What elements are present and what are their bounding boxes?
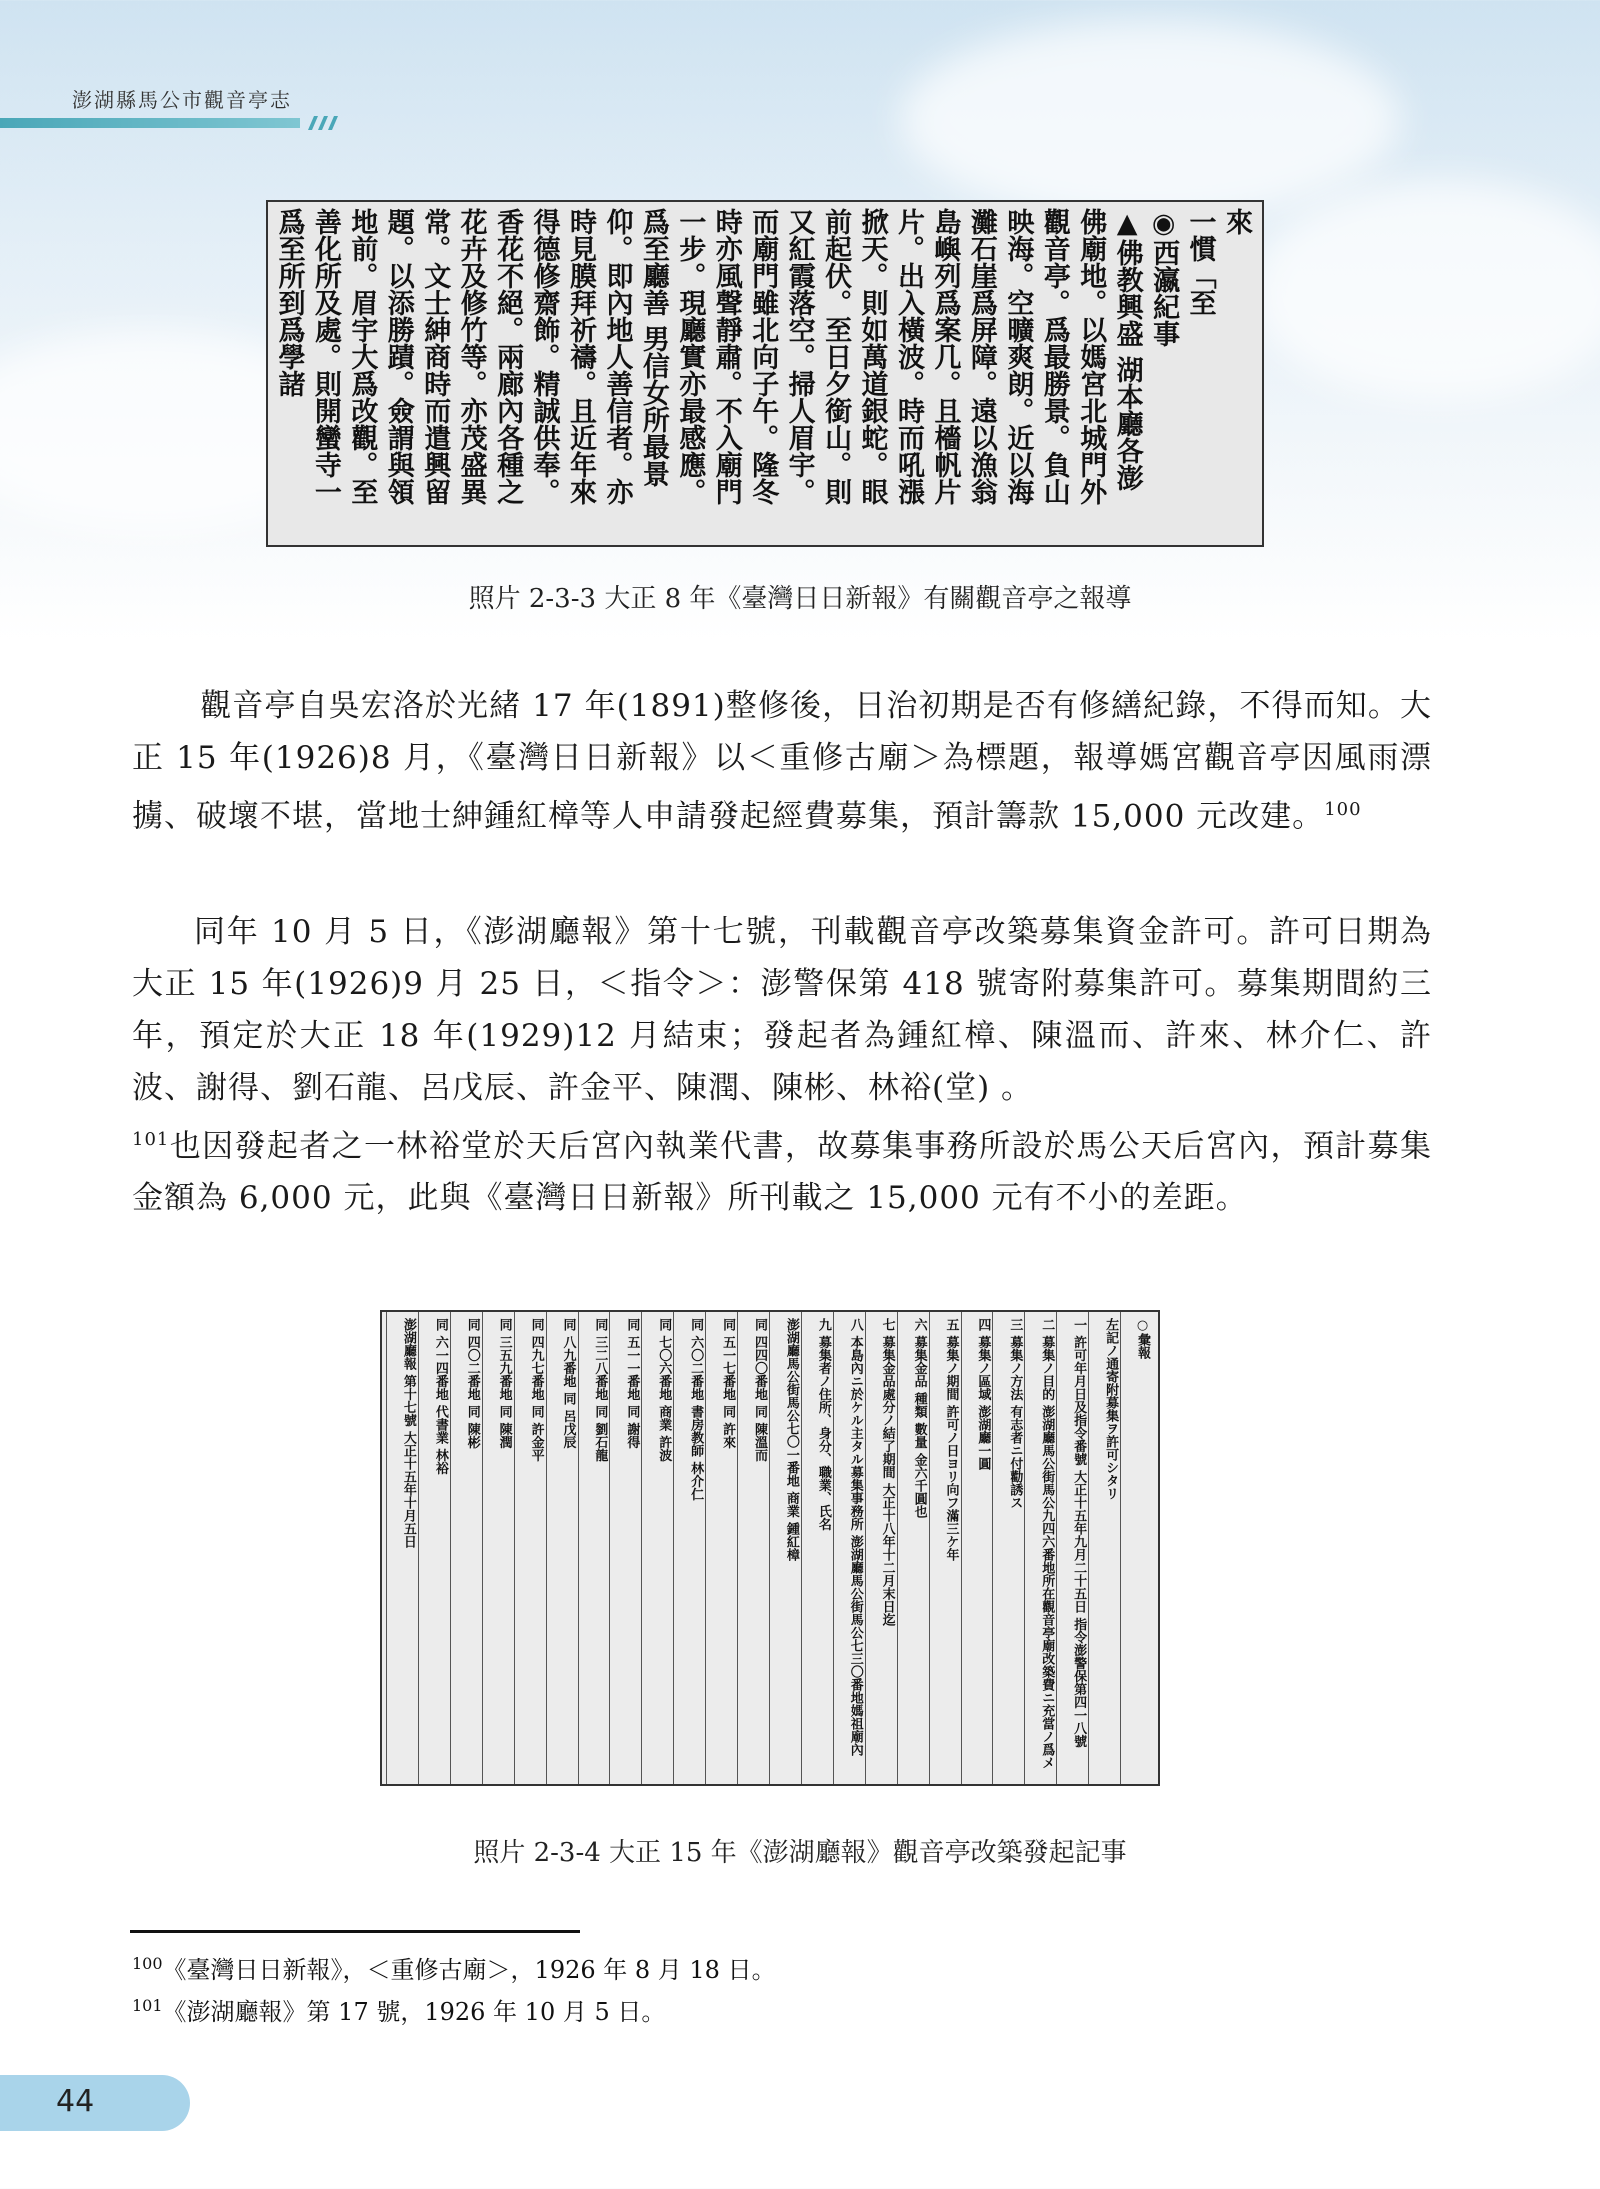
clipping-column: 同 四四〇番地 同 陳溫而 (751, 1318, 767, 1462)
paragraph-1-text: 觀音亭自吳宏洛於光緒 17 年(1891)整修後，日治初期是否有修繕紀錄，不得而知。大正 15 年(1926)8 月，《臺灣日日新報》以＜重修古廟＞為標題，報導媽宮觀音亭因風雨漂擄、破壞不堪，當地士紳鍾紅樟等人申請發起經費募集，預計籌款 15,000 元改建。 (132, 688, 1432, 835)
clipping-column: 爲至所到爲學諸 (273, 208, 305, 397)
page-number-tab (0, 2075, 190, 2131)
clipping-column: ○彙報 (1134, 1318, 1150, 1359)
column-rule (833, 1312, 834, 1784)
clipping-column: 二 募集ノ目的 澎湖廳馬公街馬公九四六番地所在觀音亭廟改築費ニ充當ノ爲メ (1039, 1318, 1055, 1770)
clipping-column: 同 六〇二番地 書房教師 林介仁 (688, 1318, 704, 1501)
column-rule (1024, 1312, 1025, 1784)
clipping-column: 同 三二八番地 同 劉石龍 (592, 1318, 608, 1462)
clipping-column: 同 四九七番地 同 許金平 (528, 1318, 544, 1462)
clipping-column: 得德修齋飾。精誠供奉。 (528, 208, 560, 505)
column-rule (1120, 1312, 1121, 1784)
clipping-column: 四 募集ノ區域 澎湖廳一圓 (975, 1318, 991, 1471)
column-rule (450, 1312, 451, 1784)
clipping-column: 三 募集ノ方法 有志者ニ付勸誘ス (1007, 1318, 1023, 1510)
clipping-column: 題。以添勝蹟。僉謂與領 (382, 208, 414, 505)
header-stripes-icon (304, 116, 344, 130)
paragraph-2-text: 同年 10 月 5 日，《澎湖廳報》第十七號，刊載觀音亭改築募集資金許可。許可日期為大正 15 年(1926)9 月 25 日，＜指令＞：澎警保第 418 號寄附募集許可。募集期間約三年，預定於大正 18 年(1929)12 月結束；發起者為鍾紅樟、陳溫而、許來、林介仁、許波、謝得、劉石龍、呂戊辰、許金平、陳潤、陳彬、林裕(堂) 。 (132, 914, 1432, 1106)
clipping-column: 來 (1220, 208, 1252, 235)
clipping-column: 一 許可年月日及指令番號 大正十五年九月二十五日 指令澎警保第四一八號 (1071, 1318, 1087, 1748)
gazette-clipping-photo (380, 1310, 1160, 1786)
clipping-column: 同 三五九番地 同 陳潤 (496, 1318, 512, 1449)
running-title: 澎湖縣馬公市觀音亭志 (72, 88, 292, 112)
footnote-ref-100[interactable]: 100 (1324, 799, 1362, 820)
clipping-column: 五 募集ノ期間 許可ノ日ヨリ向フ滿三ケ年 (943, 1318, 959, 1562)
clipping-column: 一慣「至 (1184, 208, 1216, 316)
column-rule (641, 1312, 642, 1784)
clipping-column: 六 募集金品 種類 數量 金六千圓也 (911, 1318, 927, 1519)
clipping-column: 同 五一一番地 同 謝得 (624, 1318, 640, 1449)
column-rule (609, 1312, 610, 1784)
clipping-column: 又紅霞落空。掃人眉宇。 (783, 208, 815, 505)
clipping-column: 八 本島內ニ於ケル主タル募集事務所 澎湖廳馬公街馬公七三〇番地媽祖廟內 (847, 1318, 863, 1757)
clipping-column: 善化所及處。則開蠻寺一 (309, 208, 341, 505)
footnote-num: 101 (132, 1996, 163, 2015)
column-rule (1088, 1312, 1089, 1784)
clipping-column: 片。出入橫波。時而吼漲 (892, 208, 924, 505)
clipping-column: 同 七〇六番地 商業 許波 (656, 1318, 672, 1462)
column-rule (673, 1312, 674, 1784)
column-rule (1056, 1312, 1057, 1784)
page-number: 44 (56, 2084, 95, 2119)
clipping-column: 同 四〇二番地 同 陳彬 (464, 1318, 480, 1449)
photo-caption-2: 照片 2-3-4 大正 15 年《澎湖廳報》觀音亭改築發起記事 (473, 1838, 1127, 1868)
clipping-column: ◉西瀛紀事 (1148, 208, 1180, 347)
clipping-column: ▲佛教興盛 湖本廳各澎 (1111, 208, 1143, 492)
cloud (1250, 180, 1600, 400)
clipping-column: 同 八九番地 同 呂戊辰 (560, 1318, 576, 1449)
clipping-column: 映海。空曠爽朗。近以海 (1002, 208, 1034, 505)
clipping-column: 花卉及修竹等。亦茂盛異 (455, 208, 487, 505)
column-rule (418, 1312, 419, 1784)
photo-caption-1: 照片 2-3-3 大正 8 年《臺灣日日新報》有關觀音亭之報導 (468, 584, 1132, 614)
column-rule (705, 1312, 706, 1784)
clipping-column: 仰。即內地人善信者。亦 (601, 208, 633, 505)
column-rule (865, 1312, 866, 1784)
clipping-column: 時亦風聲靜肅。不入廟門 (710, 208, 742, 505)
clipping-column: 常。文士紳商時而遣興留 (419, 208, 451, 505)
column-rule (482, 1312, 483, 1784)
column-rule (737, 1312, 738, 1784)
column-rule (386, 1312, 387, 1784)
clipping-column: 地前。眉宇大爲改觀。至 (346, 208, 378, 505)
column-rule (961, 1312, 962, 1784)
column-rule (514, 1312, 515, 1784)
clipping-column: 前起伏。至日夕銜山。則 (820, 208, 852, 505)
clipping-column: 爲至廳善 男信女所最景 (637, 208, 669, 488)
footnote-text: 《臺灣日日新報》，＜重修古廟＞，1926 年 8 月 18 日。 (162, 1956, 776, 1984)
footnote-separator (130, 1930, 580, 1933)
newspaper-clipping-photo (266, 200, 1264, 547)
clipping-column: 灘石崖爲屏障。遠以漁翁 (965, 208, 997, 505)
column-rule (546, 1312, 547, 1784)
header-accent-bar (0, 118, 300, 128)
clipping-column: 掀天。則如萬道銀蛇。眼 (856, 208, 888, 505)
footnote-101 (132, 1992, 665, 2027)
footnote-100 (132, 1950, 776, 1985)
clipping-column: 澎湖廳馬公街馬公七〇一番地 商業 鍾紅樟 (783, 1318, 799, 1562)
column-rule (992, 1312, 993, 1784)
column-rule (769, 1312, 770, 1784)
clipping-column: 左記ノ通寄附募集ヲ許可シタリ (1103, 1318, 1119, 1500)
cloud (900, 20, 1400, 220)
clipping-column: 香花不絕。兩廊內各種之 (492, 208, 524, 505)
column-rule (801, 1312, 802, 1784)
clipping-column: 一步。現廳實亦最感應。 (674, 208, 706, 505)
clipping-column: 同 六一四番地 代書業 林裕 (432, 1318, 448, 1475)
paragraph-1 (132, 680, 1432, 842)
clipping-column: 佛廟地。以媽宮北城門外 (1075, 208, 1107, 505)
footnote-text: 《澎湖廳報》第 17 號，1926 年 10 月 5 日。 (162, 1998, 666, 2026)
footnote-num: 100 (132, 1954, 163, 1973)
footnote-ref-101[interactable]: 101 (132, 1129, 170, 1150)
column-rule (929, 1312, 930, 1784)
clipping-column: 同 五一七番地 同 許來 (720, 1318, 736, 1449)
column-rule (578, 1312, 579, 1784)
column-rule (897, 1312, 898, 1784)
clipping-column: 澎湖廳報 第十七號 大正十五年十月五日 (400, 1318, 416, 1549)
clipping-column: 時見膜拜祈禱。且近年來 (564, 208, 596, 505)
running-header (0, 70, 350, 134)
paragraph-2-continuation: 也因發起者之一林裕堂於天后宮內執業代書，故募集事務所設於馬公天后宮內，預計募集金額為 6,000 元，此與《臺灣日日新報》所刊載之 15,000 元有不小的差距。 (132, 1128, 1432, 1217)
clipping-column: 九 募集者ノ住所、身分、職業、氏名 (815, 1318, 831, 1531)
clipping-column: 觀音亭。爲最勝景。負山 (1038, 208, 1070, 505)
clipping-column: 島嶼列爲案几。且檣帆片 (929, 208, 961, 505)
paragraph-2 (132, 906, 1432, 1224)
clipping-column: 而廟門雖北向子午。隆冬 (747, 208, 779, 505)
clipping-column: 七 募集金品處分ノ結了期間 大正十八年十二月末日迄 (879, 1318, 895, 1627)
